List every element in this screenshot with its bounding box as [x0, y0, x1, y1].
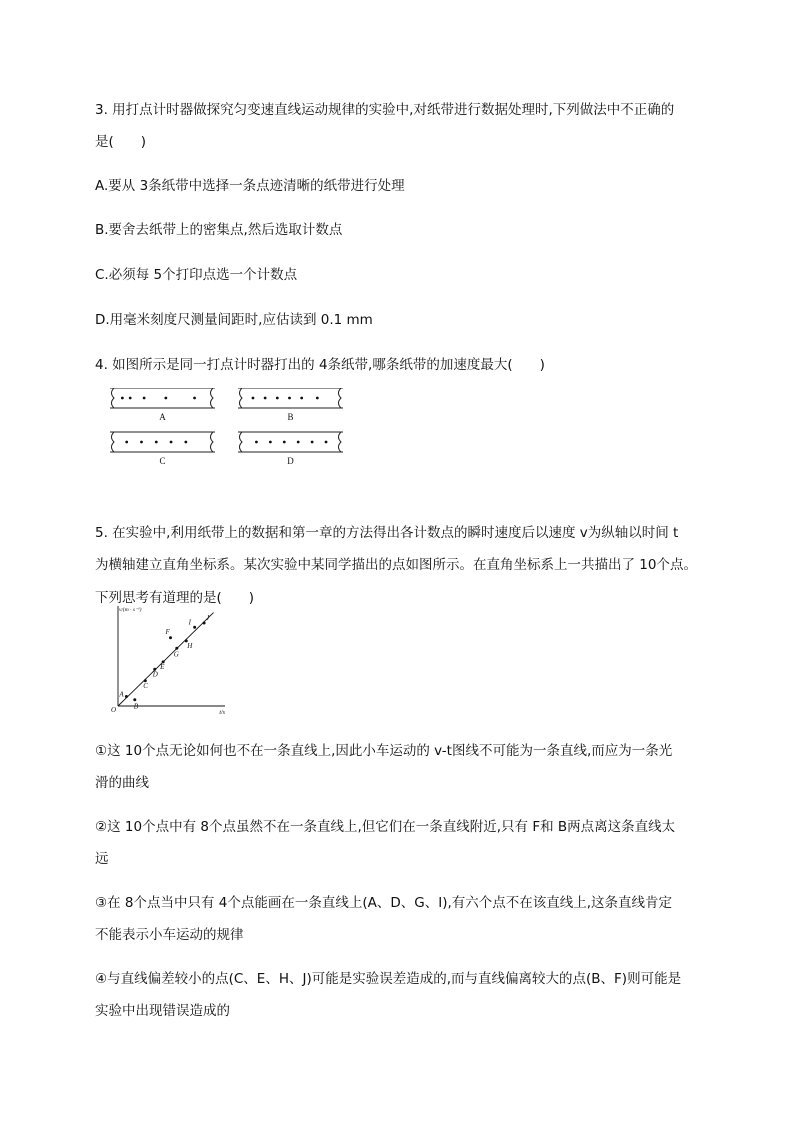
fit-line	[118, 613, 214, 706]
tape-torn-end	[112, 388, 115, 408]
statement-2-line1: ②这 10个点中有 8个点虽然不在一条直线上,但它们在一条直线附近,只有 F和 B两点离这条直线太	[95, 819, 676, 835]
tape-dot	[125, 441, 128, 444]
statement-1-line1: ①这 10个点无论如何也不在一条直线上,因此小车运动的 v-t图线不可能为一条直线,而应为一条光	[95, 743, 673, 759]
tape-dot	[184, 441, 187, 444]
point-label-b: B	[133, 702, 139, 711]
paper-tape-figure	[110, 388, 360, 468]
tape-c	[110, 432, 215, 466]
q4-stem: 4. 如图所示是同一打点计时器打出的 4条纸带,哪条纸带的加速度最大( )	[95, 357, 545, 373]
tape-label: C	[159, 456, 166, 466]
origin-label: O	[111, 706, 117, 714]
tape-dot	[121, 397, 124, 400]
tape-dot	[164, 397, 167, 400]
q3-option-c: C.必须每 5个打印点选一个计数点	[95, 267, 298, 283]
point-label-f: F	[165, 627, 170, 636]
tape-label: B	[287, 412, 294, 422]
data-point-i	[193, 626, 196, 629]
tape-label: A	[159, 412, 166, 422]
vt-graph	[105, 600, 230, 715]
tape-dot	[300, 397, 303, 400]
tape-dot	[297, 441, 300, 444]
tape-dot	[155, 441, 158, 444]
point-label-g: G	[173, 650, 179, 659]
tape-dot	[140, 441, 143, 444]
tape-edge	[110, 388, 215, 408]
t-axis-label: t/s	[219, 710, 225, 715]
tape-dot	[269, 441, 272, 444]
tape-torn-end	[339, 388, 342, 408]
q3-stem-line2: 是( )	[95, 134, 147, 150]
statement-3-line1: ③在 8个点当中只有 4个点能画在一条直线上(A、D、G、I),有六个点不在该直线上,这条直线肯定	[95, 895, 673, 911]
q5-stem-line1: 5. 在实验中,利用纸带上的数据和第一章的方法得出各计数点的瞬时速度后以速度 v为纵轴以时间 t	[95, 525, 679, 541]
point-label-e: E	[160, 662, 165, 671]
q5-stem-line3: 下列思考有道理的是( )	[95, 590, 255, 606]
tape-torn-end	[211, 388, 214, 408]
tape-dot	[311, 441, 314, 444]
point-label-c: C	[143, 681, 148, 690]
q3-option-a: A.要从 3条纸带中选择一条点迹清晰的纸带进行处理	[95, 178, 405, 194]
statement-4-line1: ④与直线偏差较小的点(C、E、H、J)可能是实验误差造成的,而与直线偏离较大的点(B、F)则可能是	[95, 971, 682, 987]
tape-dot	[325, 441, 328, 444]
statement-1-line2: 滑的曲线	[95, 775, 149, 791]
q3-stem-line1: 3. 用打点计时器做探究匀变速直线运动规律的实验中,对纸带进行数据处理时,下列做法中不正确的	[95, 102, 675, 118]
data-point-a	[125, 695, 128, 698]
tape-torn-end	[240, 388, 243, 408]
statement-3-line2: 不能表示小车运动的规律	[95, 927, 244, 943]
point-label-h: H	[187, 641, 193, 650]
tape-dot	[129, 397, 132, 400]
tape-dot	[288, 397, 291, 400]
data-point-b	[133, 698, 136, 701]
q5-stem-line2: 为横轴建立直角坐标系。某次实验中某同学描出的点如图所示。在直角坐标系上一共描出了 10个点。	[95, 557, 697, 573]
tape-torn-end	[240, 432, 243, 452]
point-label-a: A	[119, 690, 124, 699]
point-label-i: I	[188, 618, 191, 627]
v-axis-label: v/(m · s⁻¹)	[119, 607, 142, 613]
point-label-d: D	[152, 670, 158, 679]
tape-a	[110, 388, 215, 422]
q3-option-d: D.用毫米刻度尺测量间距时,应估读到 0.1 mm	[95, 312, 373, 328]
tape-dot	[252, 397, 255, 400]
statement-4-line2: 实验中出现错误造成的	[95, 1003, 230, 1019]
data-point-f	[169, 636, 172, 639]
tape-dot	[143, 397, 146, 400]
tape-b	[238, 388, 343, 422]
tape-dot	[193, 397, 196, 400]
tape-d	[238, 432, 343, 466]
tape-torn-end	[112, 432, 115, 452]
statement-2-line2: 远	[95, 851, 109, 867]
q3-option-b: B.要舍去纸带上的密集点,然后选取计数点	[95, 222, 343, 238]
tape-dot	[264, 397, 267, 400]
tape-torn-end	[339, 432, 342, 452]
tape-torn-end	[211, 432, 214, 452]
point-label-j: J	[206, 614, 210, 623]
tape-dot	[276, 397, 279, 400]
tape-dot	[283, 441, 286, 444]
tape-label: D	[287, 456, 294, 466]
tape-dot	[255, 441, 258, 444]
tape-dot	[170, 441, 173, 444]
tape-dot	[316, 397, 319, 400]
